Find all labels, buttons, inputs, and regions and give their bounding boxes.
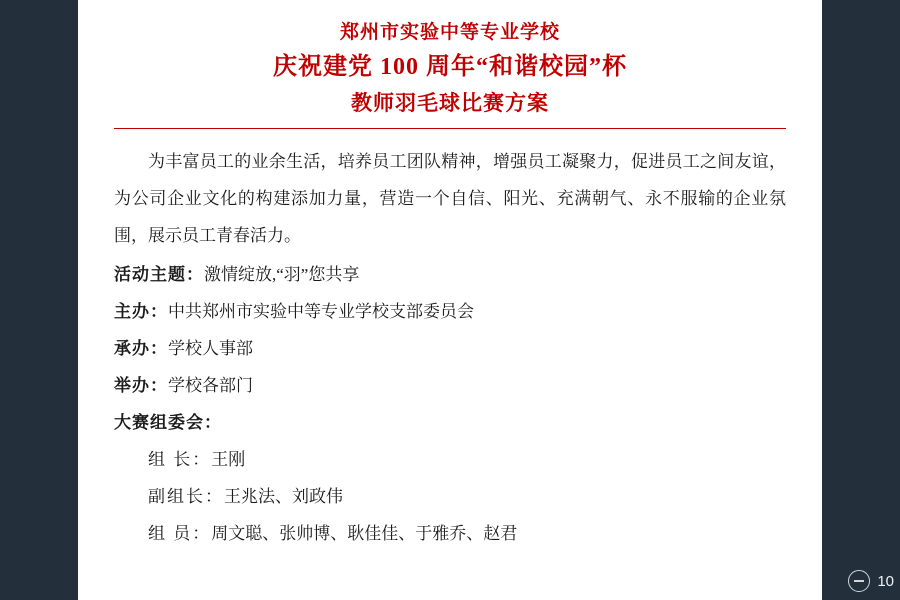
field-organizer-value: 中共郑州市实验中等专业学校支部委员会 bbox=[168, 302, 474, 321]
document-body bbox=[114, 143, 786, 552]
title-divider bbox=[114, 128, 786, 129]
committee-row-vice-chair bbox=[114, 478, 786, 515]
committee-vice-chair-value: 王兆法、刘政伟 bbox=[224, 487, 343, 506]
committee-vice-chair-label: 副组长： bbox=[148, 487, 224, 506]
committee-row-chair bbox=[114, 441, 786, 478]
field-organizer-label: 主办： bbox=[114, 302, 168, 321]
title-line-3: 教师羽毛球比赛方案 bbox=[351, 91, 549, 115]
committee-members-label: 组 员： bbox=[148, 524, 212, 543]
minus-circle-icon[interactable] bbox=[848, 570, 870, 592]
title-line-2: 庆祝建党 100 周年“和谐校园”杯 bbox=[273, 54, 627, 80]
field-coorganizer-value: 学校各部门 bbox=[168, 376, 253, 395]
zoom-control[interactable] bbox=[848, 570, 894, 592]
committee-heading bbox=[114, 404, 786, 441]
document-title bbox=[114, 18, 786, 120]
field-organizer bbox=[114, 293, 786, 330]
field-host bbox=[114, 330, 786, 367]
minus-bar bbox=[854, 580, 864, 582]
viewer-left-margin bbox=[0, 0, 78, 600]
field-host-label: 承办： bbox=[114, 339, 168, 358]
title-line-1: 郑州市实验中等专业学校 bbox=[339, 22, 560, 43]
field-coorganizer bbox=[114, 367, 786, 404]
zoom-level-value: 10 bbox=[877, 572, 894, 590]
field-theme bbox=[114, 256, 786, 293]
committee-chair-label: 组 长： bbox=[148, 450, 212, 469]
committee-heading-label: 大赛组委会： bbox=[114, 413, 222, 432]
field-coorganizer-label: 举办： bbox=[114, 376, 168, 395]
document-page bbox=[78, 0, 822, 600]
field-theme-label: 活动主题： bbox=[114, 265, 204, 284]
committee-chair-value: 王刚 bbox=[211, 450, 246, 469]
committee-members-value: 周文聪、张帅博、耿佳佳、于雅乔、赵君 bbox=[211, 524, 518, 543]
field-theme-value: 激情绽放,“羽”您共享 bbox=[204, 265, 360, 284]
field-host-value: 学校人事部 bbox=[168, 339, 253, 358]
viewer-right-margin bbox=[822, 0, 900, 600]
intro-paragraph: 为丰富员工的业余生活，培养员工团队精神，增强员工凝聚力，促进员工之间友谊，为公司企业文化的构建添加力量，营造一个自信、阳光、充满朝气、永不服输的企业氛围，展示员工青春活力。 bbox=[114, 152, 786, 245]
committee-row-members bbox=[114, 515, 786, 552]
